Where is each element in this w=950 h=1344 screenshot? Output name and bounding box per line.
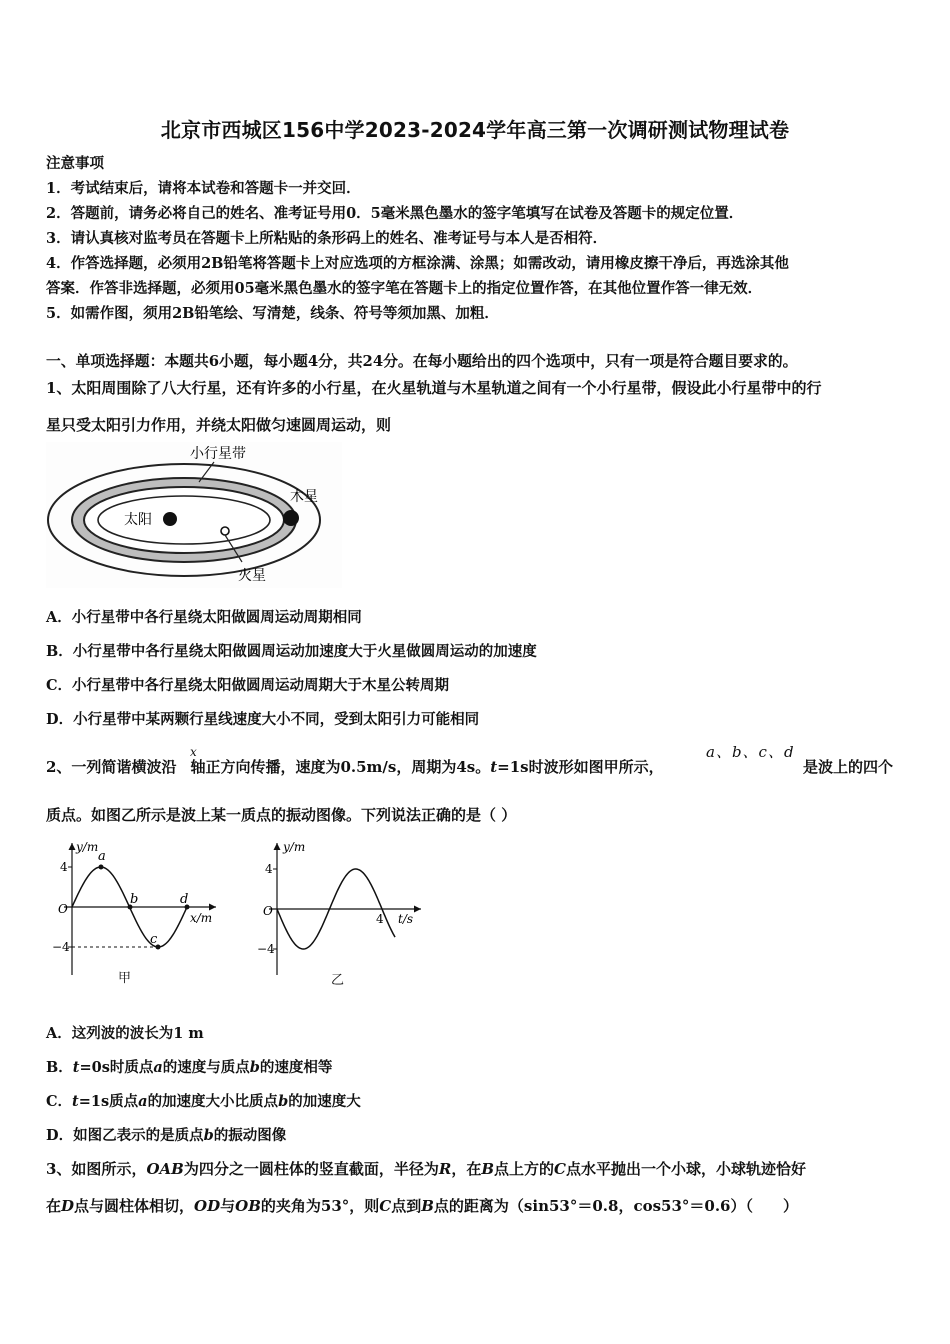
question-1-stem-line1: 1、太阳周围除了八大行星，还有许多的小行星，在火星轨道与木星轨道之间有一个小行星带，假设此小行星带中的行 — [46, 379, 822, 397]
caption-yi: 乙 — [331, 973, 345, 988]
label-d: d — [180, 892, 189, 907]
notice-item: 4．作答选择题，必须用2B铅笔将答题卡上对应选项的方框涂满、涂黑；如需改动，请用橡皮擦干净后，再选涂其他 — [46, 255, 789, 272]
origin: O — [58, 902, 68, 916]
q2-points-symbol: a、b、c、d — [706, 743, 795, 761]
q2-option-b: B．t=0s时质点a的速度与质点b的速度相等 — [46, 1059, 333, 1076]
vibration-graph-yi — [255, 835, 445, 985]
xlabel: x/m — [190, 911, 213, 925]
point-a — [99, 865, 104, 870]
q2-option-c: C．t=1s质点a的加速度大小比质点b的加速度大 — [46, 1093, 361, 1110]
q2-option-d: D．如图乙表示的是质点b的振动图像 — [46, 1127, 287, 1144]
q2-t-symbol: t — [490, 758, 498, 776]
question-3-stem-line1: 3、如图所示，OAB为四分之一圆柱体的竖直截面，半径为R，在B点上方的C点水平抛出一个小球，小球轨迹恰好 — [46, 1160, 807, 1178]
notice-heading: 注意事项 — [46, 155, 104, 172]
section-heading: 一、单项选择题：本题共6小题，每小题4分，共24分。在每小题给出的四个选项中，只有一项是符合题目要求的。 — [46, 353, 798, 370]
caption-jia: 甲 — [118, 971, 132, 986]
notice-item: 5．如需作图，须用2B铅笔绘、写清楚，线条、符号等须加黑、加粗． — [46, 305, 499, 322]
label-belt: 小行星带 — [190, 446, 246, 462]
origin: O — [263, 904, 273, 918]
label-c: c — [150, 932, 158, 947]
page-title: 北京市西城区156中学2023-2024学年高三第一次调研测试物理试卷 — [160, 118, 790, 142]
q2-x-symbol: x — [190, 745, 197, 759]
sun-icon — [163, 512, 177, 526]
orbit-diagram — [44, 440, 344, 590]
notice-item: 3．请认真核对监考员在答题卡上所粘贴的条形码上的姓名、准考证号与本人是否相符． — [46, 230, 608, 247]
question-2-stem-line2: 质点。如图乙所示是波上某一质点的振动图像。下列说法正确的是（ ） — [46, 806, 517, 824]
question-3-stem-line2: 在D点与圆柱体相切，OD与OB的夹角为53°，则C点到B点的距离为（sin53°＝0.8，cos53°＝0.6）（ ） — [46, 1197, 798, 1215]
q2-stem-part4: 是波上的四个 — [803, 758, 894, 776]
q2-stem-part3: =1s时波形如图甲所示， — [497, 758, 664, 776]
ylabel: y/m — [76, 840, 99, 854]
q1-option-c: C．小行星带中各行星绕太阳做圆周运动周期大于木星公转周期 — [46, 677, 450, 694]
notice-item: 2．答题前，请务必将自己的姓名、准考证号用0．5毫米黑色墨水的签字笔填写在试卷及答题卡的规定位置． — [46, 205, 744, 222]
label-a: a — [98, 849, 106, 864]
q1-option-b: B．小行星带中各行星绕太阳做圆周运动加速度大于火星做圆周运动的加速度 — [46, 643, 537, 660]
q2-stem-part2: 轴正方向传播，速度为0.5m/s，周期为4s。 — [190, 758, 491, 776]
q2-option-a: A．这列波的波长为1 m — [46, 1025, 204, 1042]
question-1-stem-line2: 星只受太阳引力作用，并绕太阳做匀速圆周运动，则 — [46, 416, 392, 434]
question-2-stem-line1 — [46, 756, 664, 777]
notice-item: 答案．作答非选择题，必须用05毫米黑色墨水的签字笔在答题卡上的指定位置作答，在其他位置作答一律无效． — [46, 280, 763, 297]
label-sun: 太阳 — [124, 512, 152, 528]
q1-option-a: A．小行星带中各行星绕太阳做圆周运动周期相同 — [46, 609, 362, 626]
label-b: b — [130, 892, 139, 907]
ytick-bottom: −4 — [52, 940, 70, 954]
wave-graph-jia — [50, 835, 240, 985]
q1-option-d: D．小行星带中某两颗行星线速度大小不同，受到太阳引力可能相同 — [46, 711, 480, 728]
q2-stem-part1: 2、一列简谐横波沿 — [46, 758, 177, 776]
notice-item: 1．考试结束后，请将本试卷和答题卡一并交回． — [46, 180, 361, 197]
xlabel: t/s — [398, 912, 414, 926]
label-jupiter: 木星 — [290, 489, 318, 505]
ylabel: y/m — [283, 840, 306, 854]
jupiter-icon — [283, 510, 299, 526]
ytick-top: 4 — [265, 862, 273, 876]
ytick-bottom: −4 — [257, 942, 275, 956]
ytick-top: 4 — [60, 860, 68, 874]
xtick: 4 — [376, 912, 384, 926]
label-mars: 火星 — [238, 568, 266, 584]
